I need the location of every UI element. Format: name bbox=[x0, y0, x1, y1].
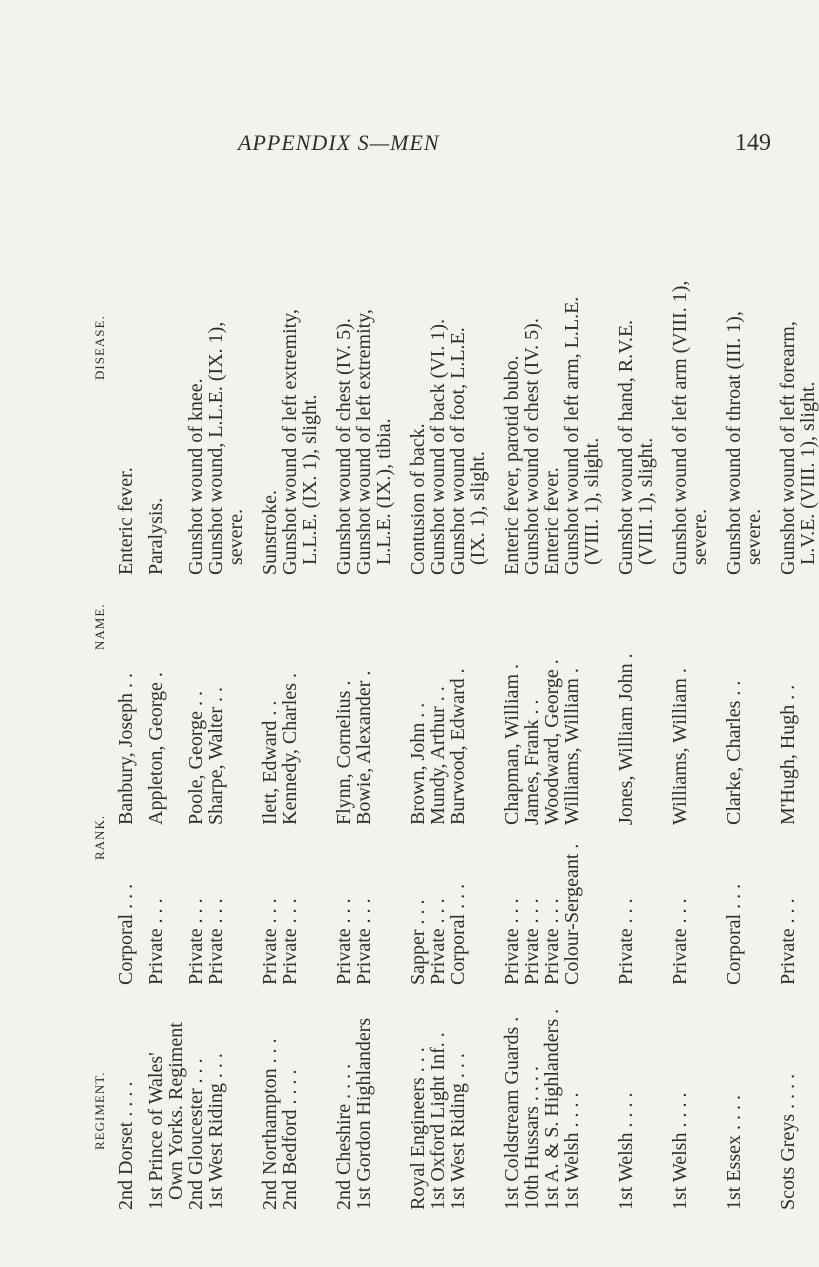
rank-cell: Private . . . bbox=[521, 898, 543, 985]
disease-cell: Paralysis. bbox=[145, 497, 167, 575]
disease-cell: Gunshot wound of left extremity, bbox=[279, 309, 301, 575]
disease-cell: Gunshot wound of foot, L.L.E. bbox=[447, 327, 469, 575]
rank-cell: Private . . . bbox=[501, 898, 523, 985]
name-cell: Kennedy, Charles . bbox=[279, 673, 301, 825]
disease-cell: Gunshot wound of left arm (VIII. 1), bbox=[669, 280, 691, 575]
disease-cell: Gunshot wound, L.L.E. (IX. 1), bbox=[205, 321, 227, 575]
rank-cell: Private . . . bbox=[669, 898, 691, 985]
running-header: APPENDIX S—MEN bbox=[238, 130, 440, 155]
rank-cell: Corporal . . . bbox=[723, 883, 745, 985]
name-cell: Sharpe, Walter . . bbox=[205, 687, 227, 825]
page-number: 149 bbox=[735, 130, 771, 156]
disease-cell: L.V.E. (VIII. 1), slight. bbox=[797, 381, 819, 575]
regiment-cell: 1st A. & S. Highlanders . bbox=[541, 1008, 563, 1210]
name-cell: Banbury, Joseph . . bbox=[115, 672, 137, 825]
regiment-cell: 1st West Riding . . . bbox=[205, 1053, 227, 1210]
name-cell: Flynn, Cornelius . bbox=[333, 680, 355, 825]
disease-cell: Gunshot wound of left forearm, bbox=[777, 321, 799, 575]
disease-cell: Gunshot wound of left arm, L.L.E. bbox=[561, 296, 583, 575]
name-cell: Bowie, Alexander . bbox=[353, 670, 375, 825]
regiment-cell: 1st Prince of Wales' bbox=[145, 1052, 167, 1210]
disease-cell: Gunshot wound of knee. bbox=[185, 378, 207, 575]
column-header-regiment: REGIMENT. bbox=[92, 1071, 107, 1150]
regiment-cell: 2nd Gloucester . . . bbox=[185, 1058, 207, 1210]
regiment-cell: 1st Essex . . . . bbox=[723, 1095, 745, 1210]
regiment-cell: 2nd Bedford . . . . bbox=[279, 1069, 301, 1210]
name-cell: Jones, William John . bbox=[615, 653, 637, 825]
regiment-cell: 1st Welsh . . . . bbox=[561, 1092, 583, 1210]
column-header-disease: DISEASE. bbox=[92, 315, 107, 380]
regiment-cell: Own Yorks. Regiment bbox=[165, 1022, 187, 1210]
disease-cell: Gunshot wound of throat (III. 1), bbox=[723, 311, 745, 575]
regiment-cell: Scots Greys . . . . bbox=[777, 1073, 799, 1210]
name-cell: Williams, William . bbox=[561, 668, 583, 825]
rank-cell: Private . . . bbox=[777, 898, 799, 985]
disease-cell: Gunshot wound of hand, R.V.E. bbox=[615, 319, 637, 575]
rank-cell: Colour-Sergeant . bbox=[561, 843, 583, 985]
rank-cell: Private . . . bbox=[541, 898, 563, 985]
name-cell: Poole, George . . bbox=[185, 690, 207, 825]
regiment-cell: 10th Hussars . . . . bbox=[521, 1066, 543, 1210]
disease-cell: L.L.E. (IX.), tibia. bbox=[373, 418, 395, 575]
column-header-name: NAME. bbox=[92, 603, 107, 650]
regiment-cell: 2nd Dorset . . . . bbox=[115, 1081, 137, 1210]
name-cell: Woodward, George . bbox=[541, 659, 563, 825]
disease-cell: Gunshot wound of chest (IV. 5). bbox=[333, 318, 355, 575]
name-cell: Appleton, George . bbox=[145, 672, 167, 825]
disease-cell: (IX. 1), slight. bbox=[467, 451, 489, 575]
rank-cell: Corporal . . . bbox=[115, 883, 137, 985]
disease-cell: Enteric fever. bbox=[115, 467, 137, 575]
regiment-cell: 2nd Northampton . . . bbox=[259, 1038, 281, 1210]
rank-cell: Private . . . bbox=[279, 898, 301, 985]
name-cell: M'Hugh, Hugh . . bbox=[777, 684, 799, 825]
regiment-cell: 1st Welsh . . . . bbox=[615, 1092, 637, 1210]
regiment-cell: 1st Gordon Highlanders bbox=[353, 1017, 375, 1210]
name-cell: Chapman, William . bbox=[501, 663, 523, 825]
name-cell: Ilett, Edward . . bbox=[259, 700, 281, 825]
casualty-table bbox=[90, 160, 819, 1210]
regiment-cell: 1st West Riding . . . bbox=[447, 1053, 469, 1210]
rank-cell: Private . . . bbox=[333, 898, 355, 985]
disease-cell: Gunshot wound of back (VI. 1). bbox=[427, 318, 449, 575]
column-header-rank: RANK. bbox=[92, 814, 107, 860]
disease-cell: Enteric fever, parotid bubo. bbox=[501, 355, 523, 575]
rank-cell: Private . . . bbox=[185, 898, 207, 985]
name-cell: Williams, William . bbox=[669, 668, 691, 825]
disease-cell: Enteric fever. bbox=[541, 467, 563, 575]
regiment-cell: 1st Coldstream Guards . bbox=[501, 1016, 523, 1210]
disease-cell: severe. bbox=[689, 508, 711, 575]
rank-cell: Private . . . bbox=[259, 898, 281, 985]
disease-cell: (VIII. 1), slight. bbox=[581, 437, 603, 575]
regiment-cell: 2nd Cheshire . . . . bbox=[333, 1063, 355, 1210]
name-cell: Burwood, Edward . bbox=[447, 668, 469, 825]
name-cell: Clarke, Charles . . bbox=[723, 680, 745, 825]
disease-cell: Gunshot wound of chest (IV. 5). bbox=[521, 318, 543, 575]
disease-cell: (VIII. 1), slight. bbox=[635, 437, 657, 575]
regiment-cell: Royal Engineers . . . bbox=[407, 1047, 429, 1210]
disease-cell: Sunstroke. bbox=[259, 490, 281, 575]
rank-cell: Private . . . bbox=[205, 898, 227, 985]
disease-cell: Contusion of back. bbox=[407, 423, 429, 575]
rank-cell: Sapper . . . bbox=[407, 899, 429, 985]
rank-cell: Corporal . . . bbox=[447, 883, 469, 985]
disease-cell: L.L.E. (IX. 1), slight. bbox=[299, 394, 321, 575]
name-cell: Mundy, Arthur . . bbox=[427, 686, 449, 825]
regiment-cell: 1st Oxford Light Inf. . bbox=[427, 1032, 449, 1210]
rank-cell: Private . . . bbox=[353, 898, 375, 985]
disease-cell: severe. bbox=[743, 508, 765, 575]
rank-cell: Private . . . bbox=[427, 898, 449, 985]
name-cell: Brown, John . . bbox=[407, 702, 429, 825]
rank-cell: Private . . . bbox=[145, 898, 167, 985]
rank-cell: Private . . . bbox=[615, 898, 637, 985]
disease-cell: Gunshot wound of left extremity, bbox=[353, 309, 375, 575]
disease-cell: severe. bbox=[225, 508, 247, 575]
name-cell: James, Frank . . bbox=[521, 699, 543, 825]
regiment-cell: 1st Welsh . . . . bbox=[669, 1092, 691, 1210]
